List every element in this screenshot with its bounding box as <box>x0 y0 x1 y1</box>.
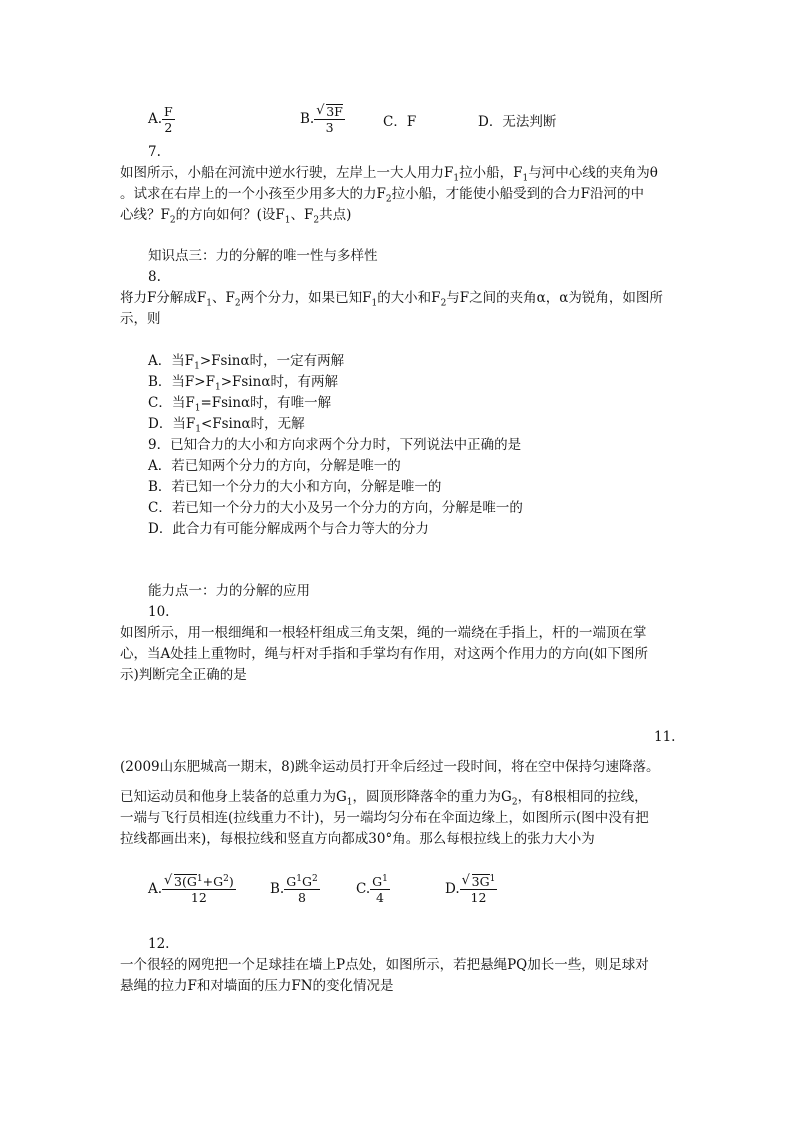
sqrt-symbol: √ 3(G <box>164 873 197 889</box>
fraction-denominator: 2 <box>164 120 173 135</box>
q7-line-2 <box>120 184 644 204</box>
subscript: 1 <box>194 361 200 372</box>
subscript: 1 <box>346 797 353 808</box>
subscript: 2 <box>234 298 241 309</box>
sqrt-argument: 3F <box>326 104 343 119</box>
section-heading-3: 知识点三：力的分解的唯一性与多样性 <box>148 248 378 264</box>
subscript: 1 <box>214 382 221 393</box>
q9-option-b: B．若已知一个分力的大小和方向，分解是唯一的 <box>148 479 442 495</box>
fraction <box>162 874 236 905</box>
fraction-numerator <box>162 874 236 890</box>
q11-line-3: 一端与飞行员相连(拉线重力不计)，另一端均匀分布在伞面边缘上，如图所示(图中没有把 <box>120 810 649 826</box>
q9-stem: 9．已知合力的大小和方向求两个分力时，下列说法中正确的是 <box>148 437 522 453</box>
text: 、F <box>211 290 235 306</box>
sqrt-argument: 3(G <box>174 874 197 889</box>
sqrt-argument: 3G <box>471 874 490 889</box>
fraction-numerator <box>314 104 345 120</box>
fraction-numerator: F <box>164 104 173 119</box>
fraction <box>460 874 498 905</box>
q10-line-2: 心，当A处挂上重物时，绳与杆对手指和手掌均有作用，对这两个作用力的方向(如下图所 <box>120 646 649 662</box>
q11-line-2 <box>120 787 648 807</box>
superscript: 1 <box>382 873 388 884</box>
subscript: 1 <box>206 298 212 309</box>
subscript: 1 <box>195 424 201 435</box>
fraction <box>370 874 390 905</box>
text: D．当F <box>148 416 196 432</box>
text: 心线？F <box>120 207 170 223</box>
superscript: 1 <box>296 873 302 884</box>
subscript: 2 <box>440 298 447 309</box>
superscript: 1 <box>489 873 496 884</box>
text: =Fsinα时，有唯一解 <box>200 395 332 411</box>
option-label: B. <box>270 881 285 897</box>
q8-line-1 <box>120 288 663 308</box>
fraction-denominator: 4 <box>376 890 384 905</box>
text: +G <box>202 874 224 889</box>
q12-number: 12. <box>148 936 170 952</box>
text: 的方向如何？(设F <box>175 207 285 223</box>
q11-line-4: 拉线都画出来)，每根拉线和竖直方向都成30°角。那么每根拉线上的张力大小为 <box>120 831 595 847</box>
ability-heading-1: 能力点一：力的分解的应用 <box>148 583 310 599</box>
text: ，圆顶形降落伞的重力为G <box>352 789 512 805</box>
q8-option-c <box>148 393 331 413</box>
q6-option-a-fraction <box>162 104 175 135</box>
q11-option-a <box>148 874 236 905</box>
q6-option-a-label: A. <box>148 111 163 127</box>
subscript: 1 <box>522 173 529 184</box>
q7-line-3 <box>120 205 351 225</box>
text: C．当F <box>148 395 195 411</box>
q6-option-c: C．F <box>383 114 417 130</box>
text: 如图所示，小船在河流中逆水行驶，左岸上一大人用力F <box>120 165 454 181</box>
superscript: 2 <box>223 873 229 884</box>
q6-option-b-label: B. <box>300 111 315 127</box>
q9-option-d: D．此合力有可能分解成两个与合力等大的分力 <box>148 521 429 537</box>
q6-option-a <box>148 104 175 135</box>
q6-option-d: D．无法判断 <box>478 114 557 130</box>
q11-number: 11. <box>654 729 676 745</box>
q6-option-b-fraction <box>314 104 345 135</box>
q8-number: 8. <box>148 269 161 285</box>
text: 。试求在右岸上的一个小孩至少用多大的力F <box>120 186 386 202</box>
fraction-numerator <box>460 874 498 890</box>
subscript: 1 <box>284 215 291 226</box>
q11-option-c <box>356 874 390 905</box>
q8-option-b <box>148 372 338 392</box>
text: >Fsinα时，有两解 <box>220 374 338 390</box>
subscript: 1 <box>453 173 460 184</box>
fraction-denominator: 12 <box>190 890 207 905</box>
q8-line-2: 示，则 <box>120 311 161 327</box>
q7-line-1 <box>120 163 658 183</box>
sqrt-symbol: √ 3G <box>461 873 490 889</box>
text: 拉小船，才能使小船受到的合力F沿河的中 <box>391 186 644 202</box>
text: 拉小船，F <box>459 165 523 181</box>
text: >Fsinα时，一定有两解 <box>199 353 345 369</box>
text: B．当F>F <box>148 374 215 390</box>
fraction-denominator: 8 <box>297 890 306 905</box>
option-label: C. <box>356 881 371 897</box>
q10-line-1: 如图所示，用一根细绳和一根轻杆组成三角支架，绳的一端绕在手指上，杆的一端顶在掌 <box>120 625 647 641</box>
text: 两个分力，如果已知F <box>240 290 372 306</box>
text: G <box>286 874 297 889</box>
text: G <box>301 874 312 889</box>
q9-option-a: A．若已知两个分力的方向，分解是唯一的 <box>148 458 401 474</box>
text: ，有8根相同的拉线， <box>517 789 648 805</box>
fraction <box>284 874 319 905</box>
text: A．当F <box>148 353 195 369</box>
text: 将力F分解成F <box>120 290 207 306</box>
subscript: 2 <box>169 215 176 226</box>
text: 、F <box>290 207 314 223</box>
option-label: D. <box>445 881 460 897</box>
q11-line-1: (2009山东肥城高一期末，8)跳伞运动员打开伞后经过一段时间，将在空中保持匀速降落。 <box>120 759 660 775</box>
q9-option-c: C．若已知一个分力的大小及另一个分力的方向，分解是唯一的 <box>148 500 523 516</box>
fraction-denominator: 3 <box>325 120 334 135</box>
text: 已知运动员和他身上装备的总重力为G <box>120 789 347 805</box>
q12-line-2: 悬绳的拉力F和对墙面的压力FN的变化情况是 <box>120 978 394 994</box>
q12-line-1: 一个很轻的网兜把一个足球挂在墙上P点处，如图所示，若把悬绳PQ加长一些，则足球对 <box>120 957 649 973</box>
q11-option-d <box>445 874 497 905</box>
fraction-numerator <box>370 874 390 890</box>
subscript: 2 <box>511 797 518 808</box>
fraction-numerator <box>284 874 319 890</box>
sqrt-symbol: √ 3F <box>316 103 343 119</box>
q8-option-a <box>148 351 344 371</box>
q10-number: 10. <box>148 604 170 620</box>
fraction-denominator: 12 <box>470 890 487 905</box>
text: ) <box>228 874 234 889</box>
text: 与河中心线的夹角为θ <box>528 165 658 181</box>
text: G <box>372 874 383 889</box>
q8-option-d <box>148 414 305 434</box>
q6-option-b <box>300 104 345 135</box>
subscript: 1 <box>194 403 201 414</box>
q10-line-3: 示)判断完全正确的是 <box>120 667 247 683</box>
option-label: A. <box>148 881 163 897</box>
subscript: 1 <box>371 298 378 309</box>
q11-option-b <box>270 874 320 905</box>
superscript: 1 <box>196 873 203 884</box>
subscript: 2 <box>313 215 320 226</box>
text: 共点) <box>319 207 352 223</box>
text: <Fsinα时，无解 <box>200 416 305 432</box>
subscript: 2 <box>385 194 392 205</box>
superscript: 2 <box>311 873 318 884</box>
q7-number: 7. <box>148 144 161 160</box>
text: 的大小和F <box>377 290 441 306</box>
text: 与F之间的夹角α，α为锐角，如图所 <box>446 290 663 306</box>
